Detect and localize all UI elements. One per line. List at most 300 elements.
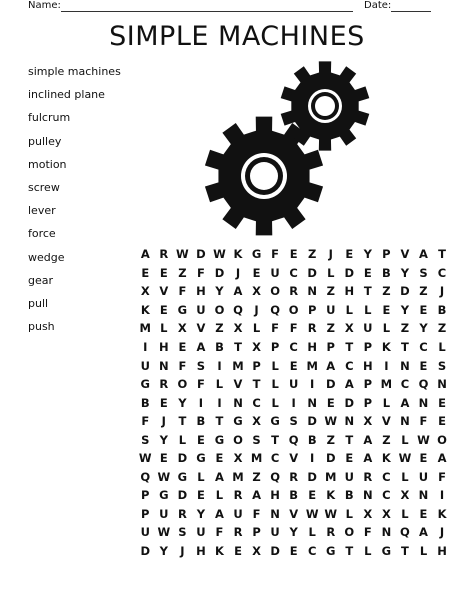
grid-letter[interactable]: V [196,321,206,336]
grid-letter[interactable]: T [345,544,354,559]
grid-letter[interactable]: Y [196,506,206,521]
grid-letter[interactable]: V [159,284,169,299]
grid-letter[interactable]: H [437,544,447,559]
grid-letter[interactable]: N [307,284,317,299]
grid-letter[interactable]: C [289,340,298,354]
grid-letter[interactable]: O [288,302,299,317]
grid-letter[interactable]: I [143,340,148,354]
word-list-item: gear [28,273,54,287]
grid-letter[interactable]: K [437,506,447,521]
grid-letter[interactable]: J [439,284,445,299]
grid-letter[interactable]: N [233,395,243,410]
grid-letter[interactable]: D [325,451,336,466]
grid-letter[interactable]: F [438,469,446,484]
grid-letter[interactable]: Z [308,247,317,262]
grid-letter[interactable]: U [288,377,299,392]
grid-letter[interactable]: U [326,302,336,317]
grid-letter[interactable]: J [254,302,259,317]
grid-letter[interactable]: D [214,265,225,280]
grid-letter[interactable]: Q [270,469,280,484]
grid-letter[interactable]: C [419,340,428,354]
grid-letter[interactable]: R [159,247,169,262]
grid-letter[interactable]: U [140,525,150,540]
grid-letter[interactable]: X [252,284,261,299]
grid-letter[interactable]: Y [419,321,428,336]
grid-letter[interactable]: A [252,488,261,503]
grid-letter[interactable]: D [307,265,317,280]
grid-letter[interactable]: D [270,544,280,559]
grid-letter[interactable]: R [177,506,187,521]
grid-letter[interactable]: G [214,432,225,447]
grid-letter[interactable]: E [308,488,317,503]
grid-letter[interactable]: Q [400,525,410,540]
grid-letter[interactable]: Q [288,432,299,447]
grid-letter[interactable]: E [141,265,150,280]
grid-letter[interactable]: C [289,265,298,280]
grid-letter[interactable]: E [345,247,354,262]
grid-letter[interactable]: L [345,506,353,521]
grid-letter[interactable]: E [289,358,298,373]
grid-letter[interactable]: L [327,265,335,280]
grid-letter[interactable]: D [177,488,188,503]
grid-letter[interactable]: E [419,358,428,373]
grid-letter[interactable]: Q [233,302,243,317]
grid-letter[interactable]: S [437,358,447,373]
grid-letter[interactable]: W [176,247,189,262]
grid-letter[interactable]: K [233,247,243,262]
grid-letter[interactable]: F [141,414,150,429]
grid-letter[interactable]: M [232,358,244,373]
grid-letter[interactable]: I [310,377,315,392]
grid-letter[interactable]: S [196,358,206,373]
grid-letter[interactable]: B [289,488,299,503]
grid-letter[interactable]: L [160,321,168,336]
grid-letter[interactable]: G [177,302,188,317]
grid-letter[interactable]: W [157,525,171,540]
grid-letter[interactable]: H [270,488,280,503]
grid-letter[interactable]: X [363,414,373,429]
grid-letter[interactable]: P [363,340,373,354]
grid-letter[interactable]: G [251,247,262,262]
grid-letter[interactable]: T [345,432,354,447]
grid-letter[interactable]: R [233,488,243,503]
grid-letter[interactable]: T [401,340,409,354]
grid-letter[interactable]: P [270,340,280,354]
grid-letter[interactable]: R [307,321,317,336]
grid-letter[interactable]: G [326,544,336,559]
grid-letter[interactable]: O [177,377,188,392]
grid-letter[interactable]: W [324,414,338,429]
grid-letter[interactable]: W [213,247,226,262]
grid-letter[interactable]: M [306,358,318,373]
grid-letter[interactable]: T [345,340,354,354]
grid-letter[interactable]: N [159,358,169,373]
grid-letter[interactable]: E [382,302,391,317]
grid-letter[interactable]: B [344,488,354,503]
grid-letter[interactable]: L [215,377,224,392]
grid-letter[interactable]: S [141,432,150,447]
grid-letter[interactable]: E [178,340,187,354]
grid-letter[interactable]: L [401,432,409,447]
grid-letter[interactable]: L [401,506,409,521]
grid-letter[interactable]: K [326,488,336,503]
grid-letter[interactable]: R [289,469,299,484]
grid-letter[interactable]: E [438,414,446,429]
grid-letter[interactable]: E [252,265,261,280]
grid-letter[interactable]: L [364,302,372,317]
grid-letter[interactable]: X [233,321,243,336]
grid-letter[interactable]: L [438,340,446,354]
grid-letter[interactable]: J [180,544,185,559]
grid-letter[interactable]: I [310,451,315,466]
grid-letter[interactable]: L [271,377,279,392]
word-list-item: motion [28,157,67,171]
grid-letter[interactable]: R [159,377,169,392]
grid-letter[interactable]: X [252,544,261,559]
grid-letter[interactable]: J [328,247,333,262]
grid-letter[interactable]: P [363,377,373,392]
grid-letter[interactable]: U [196,525,206,540]
grid-letter[interactable]: Z [382,432,391,447]
grid-letter[interactable]: L [382,321,391,336]
grid-letter[interactable]: H [307,340,317,354]
grid-letter[interactable]: C [400,377,410,392]
grid-letter[interactable]: L [178,432,187,447]
grid-letter[interactable]: I [439,488,445,503]
grid-letter[interactable]: X [381,506,391,521]
grid-letter[interactable]: Z [419,284,428,299]
grid-letter[interactable]: M [232,469,244,484]
grid-letter[interactable]: A [326,358,336,373]
grid-letter[interactable]: C [437,265,447,280]
grid-letter[interactable]: J [439,525,445,540]
grid-letter[interactable]: Y [289,525,298,540]
word-list-item: simple machines [28,65,121,78]
grid-letter[interactable]: X [344,321,354,336]
grid-letter[interactable]: R [326,525,336,540]
grid-letter[interactable]: P [382,247,391,262]
grid-letter[interactable]: Y [400,265,410,280]
grid-letter[interactable]: G [270,414,280,429]
grid-letter[interactable]: J [235,265,241,280]
grid-letter[interactable]: R [363,469,373,484]
grid-letter[interactable]: D [307,414,317,429]
grid-letter[interactable]: L [364,544,372,559]
grid-letter[interactable]: M [250,451,263,466]
grid-letter[interactable]: B [196,414,206,429]
grid-letter[interactable]: L [419,544,428,559]
grid-letter[interactable]: T [401,544,409,559]
grid-letter[interactable]: U [418,469,429,484]
grid-letter[interactable]: N [344,414,355,429]
grid-letter[interactable]: F [271,321,280,336]
grid-letter[interactable]: O [437,432,447,447]
word-search-grid [136,245,451,560]
grid-letter[interactable]: Z [326,321,335,336]
grid-letter[interactable]: D [177,451,188,466]
grid-letter[interactable]: F [215,525,224,540]
grid-letter[interactable]: L [252,321,261,336]
grid-letter[interactable]: Y [159,544,168,559]
grid-letter[interactable]: W [324,506,338,521]
grid-letter[interactable]: A [400,395,410,410]
grid-letter[interactable]: D [140,544,151,559]
grid-letter[interactable]: P [363,395,373,410]
grid-letter[interactable]: U [233,506,243,521]
grid-letter[interactable]: O [270,284,280,299]
grid-letter[interactable]: E [289,544,298,559]
grid-letter[interactable]: B [140,395,150,410]
grid-letter[interactable]: F [271,247,280,262]
grid-letter[interactable]: B [382,265,391,280]
grid-letter[interactable]: T [438,247,446,262]
grid-letter[interactable]: B [307,432,317,447]
grid-letter[interactable]: D [344,395,355,410]
grid-letter[interactable]: V [400,247,410,262]
grid-letter[interactable]: B [215,340,224,354]
grid-letter[interactable]: A [215,506,224,521]
grid-letter[interactable]: D [400,284,410,299]
grid-letter[interactable]: X [252,414,261,429]
grid-letter[interactable]: T [178,414,187,429]
grid-letter[interactable]: R [233,525,243,540]
grid-letter[interactable]: F [252,506,261,521]
grid-letter[interactable]: F [419,414,428,429]
grid-letter[interactable]: Y [159,432,168,447]
grid-letter[interactable]: W [157,469,171,484]
grid-letter[interactable]: M [380,377,393,392]
grid-letter[interactable]: I [384,358,389,373]
grid-letter[interactable]: S [178,525,187,540]
grid-letter[interactable]: R [289,284,299,299]
grid-letter[interactable]: Q [140,469,151,484]
grid-letter[interactable]: U [159,506,169,521]
grid-letter[interactable]: N [363,488,373,503]
grid-letter[interactable]: A [363,432,373,447]
grid-letter[interactable]: T [234,340,242,354]
grid-letter[interactable]: W [398,451,412,466]
grid-letter[interactable]: L [345,302,353,317]
grid-letter[interactable]: P [307,302,317,317]
grid-letter[interactable]: E [159,302,168,317]
grid-letter[interactable]: A [233,284,243,299]
grid-letter[interactable]: W [417,432,430,447]
grid-letter[interactable]: D [344,265,355,280]
grid-letter[interactable]: U [363,321,373,336]
grid-letter[interactable]: P [141,506,150,521]
grid-letter[interactable]: C [382,469,391,484]
grid-letter[interactable]: T [252,377,261,392]
grid-letter[interactable]: F [196,265,205,280]
grid-letter[interactable]: A [140,247,150,262]
grid-letter[interactable]: V [289,451,299,466]
grid-letter[interactable]: L [271,358,279,373]
grid-letter[interactable]: E [438,395,446,410]
grid-letter[interactable]: S [289,414,298,429]
grid-letter[interactable]: C [252,395,261,410]
grid-letter[interactable]: E [345,451,354,466]
word-list-item: pulley [28,134,62,148]
grid-letter[interactable]: J [161,414,166,429]
grid-letter[interactable]: I [217,395,222,410]
grid-letter[interactable]: F [289,321,298,336]
grid-letter[interactable]: E [215,451,224,466]
grid-letter[interactable]: U [344,469,354,484]
grid-letter[interactable]: V [381,414,391,429]
grid-letter[interactable]: G [196,451,206,466]
grid-letter[interactable]: T [215,414,224,429]
name-field[interactable] [61,11,353,12]
grid-letter[interactable]: N [400,414,410,429]
grid-letter[interactable]: K [215,544,224,559]
grid-letter[interactable]: H [363,358,373,373]
grid-letter[interactable]: T [271,432,280,447]
word-list [28,60,121,338]
grid-letter[interactable]: N [307,395,317,410]
grid-letter[interactable]: Z [215,321,224,336]
grid-letter[interactable]: X [252,340,261,354]
grid-letter[interactable]: U [270,265,280,280]
grid-letter[interactable]: U [196,302,206,317]
date-label: Date: [364,0,392,11]
grid-letter[interactable]: D [325,377,336,392]
grid-letter[interactable]: Y [178,395,187,410]
grid-letter[interactable]: Z [252,469,261,484]
grid-letter[interactable]: B [437,302,447,317]
grid-letter[interactable]: E [289,247,298,262]
grid-letter[interactable]: X [140,284,150,299]
grid-letter[interactable]: E [419,451,428,466]
grid-letter[interactable]: E [196,432,205,447]
grid-letter[interactable]: C [345,358,354,373]
grid-letter[interactable]: L [401,469,409,484]
grid-letter[interactable]: S [419,265,428,280]
grid-letter[interactable]: E [419,506,428,521]
grid-letter[interactable]: G [233,414,243,429]
grid-letter[interactable]: A [344,377,354,392]
grid-letter[interactable]: P [252,358,261,373]
grid-letter[interactable]: E [196,488,205,503]
grid-letter[interactable]: E [326,395,335,410]
grid-letter[interactable]: A [419,525,428,540]
grid-letter[interactable]: F [363,525,372,540]
grid-letter[interactable]: Z [326,432,335,447]
grid-letter[interactable]: E [234,544,242,559]
grid-letter[interactable]: L [197,469,205,484]
grid-letter[interactable]: P [141,488,150,503]
grid-letter[interactable]: I [291,395,296,410]
grid-letter[interactable]: O [344,525,355,540]
grid-letter[interactable]: U [270,525,280,540]
date-field[interactable] [391,11,431,12]
grid-letter[interactable]: X [177,321,187,336]
grid-letter[interactable]: F [196,377,205,392]
grid-letter[interactable]: L [215,488,224,503]
grid-letter[interactable]: A [196,340,206,354]
grid-letter[interactable]: G [177,469,188,484]
grid-letter[interactable]: X [363,506,373,521]
grid-letter[interactable]: Z [437,321,447,336]
grid-letter[interactable]: F [178,358,187,373]
grid-letter[interactable]: W [305,506,319,521]
grid-letter[interactable]: L [308,525,316,540]
grid-letter[interactable]: Y [363,247,372,262]
grid-letter[interactable]: H [196,284,206,299]
grid-letter[interactable]: D [307,469,317,484]
grid-letter[interactable]: A [437,451,447,466]
grid-letter[interactable]: C [307,544,317,559]
grid-letter[interactable]: E [159,265,168,280]
grid-letter[interactable]: N [400,358,410,373]
grid-letter[interactable]: Z [400,321,410,336]
grid-letter[interactable]: K [381,340,391,354]
grid-letter[interactable]: E [363,265,372,280]
grid-letter[interactable]: N [437,377,447,392]
grid-letter[interactable]: O [214,302,225,317]
grid-letter[interactable]: H [196,544,206,559]
grid-letter[interactable]: L [271,395,279,410]
grid-letter[interactable]: Y [400,302,410,317]
word-list-item: wedge [28,250,65,264]
grid-letter[interactable]: E [159,395,168,410]
grid-letter[interactable]: M [139,321,151,336]
grid-letter[interactable]: V [289,506,299,521]
grid-letter[interactable]: K [140,302,150,317]
grid-letter[interactable]: I [198,395,204,410]
grid-letter[interactable]: E [159,451,168,466]
grid-letter[interactable]: N [418,395,429,410]
grid-letter[interactable]: G [381,544,392,559]
grid-letter[interactable]: A [419,247,428,262]
grid-letter[interactable]: D [196,247,206,262]
grid-letter[interactable]: H [344,284,355,299]
grid-letter[interactable]: P [326,340,335,354]
grid-letter[interactable]: N [270,506,280,521]
grid-letter[interactable]: W [138,451,152,466]
grid-letter[interactable]: N [418,488,429,503]
grid-letter[interactable]: H [159,340,169,354]
grid-letter[interactable]: I [217,358,222,373]
grid-letter[interactable]: M [325,469,337,484]
grid-letter[interactable]: E [419,302,428,317]
grid-letter[interactable]: U [140,358,150,373]
grid-letter[interactable]: Q [418,377,429,392]
grid-letter[interactable]: A [363,451,373,466]
grid-letter[interactable]: A [215,469,224,484]
grid-letter[interactable]: Y [215,284,224,299]
grid-letter[interactable]: F [178,284,187,299]
grid-letter[interactable]: Z [326,284,335,299]
grid-letter[interactable]: Z [178,265,187,280]
grid-letter[interactable]: X [233,451,243,466]
grid-letter[interactable]: X [400,488,410,503]
grid-letter[interactable]: O [233,432,243,447]
grid-letter[interactable]: C [382,488,391,503]
word-list-item: pull [28,296,49,310]
grid-letter[interactable]: N [381,525,392,540]
grid-letter[interactable]: G [159,488,169,503]
grid-letter[interactable]: P [252,525,261,540]
grid-letter[interactable]: C [270,451,280,466]
grid-letter[interactable]: K [381,451,391,466]
grid-letter[interactable]: L [382,395,391,410]
grid-letter[interactable]: S [252,432,261,447]
grid-letter[interactable]: V [233,377,243,392]
grid-letter[interactable]: Z [382,284,391,299]
grid-letter[interactable]: G [140,377,150,392]
grid-letter[interactable]: T [363,284,372,299]
grid-letter[interactable]: Q [270,302,280,317]
